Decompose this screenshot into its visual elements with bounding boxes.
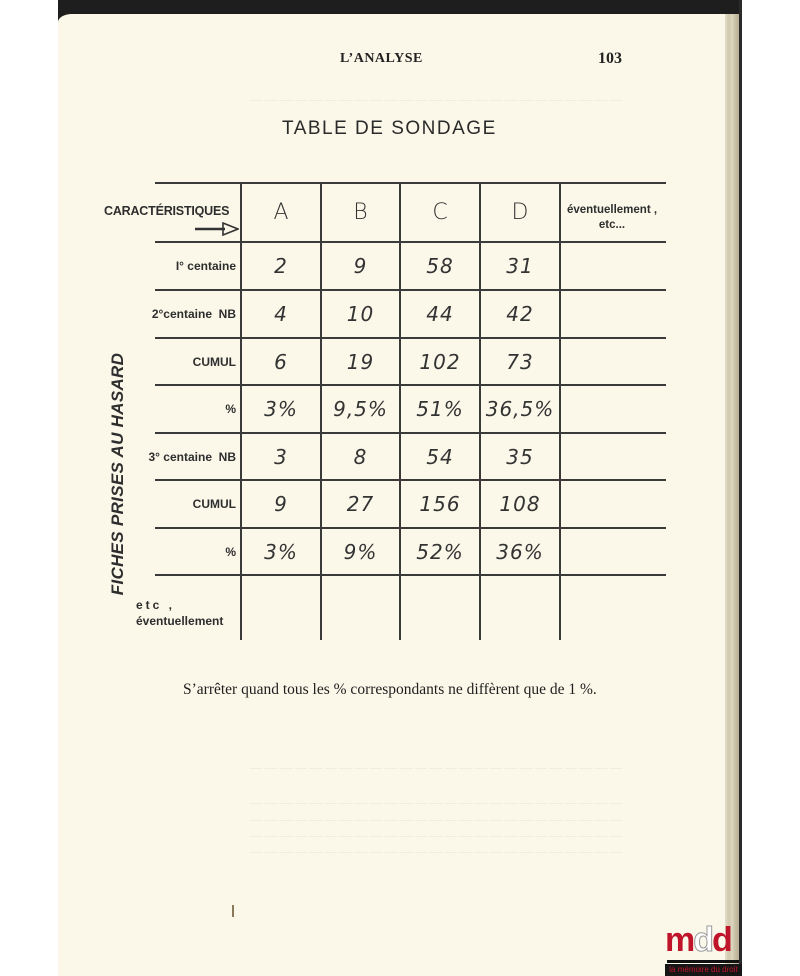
logo-tagline: la mémoire du droit bbox=[665, 964, 742, 976]
column-header-d: D bbox=[511, 200, 529, 225]
table-cell: 54 bbox=[426, 445, 454, 469]
last-row-label-line2: éventuellement bbox=[136, 614, 224, 628]
table-cell: 31 bbox=[506, 254, 534, 278]
row-label: CUMUL bbox=[192, 497, 236, 511]
row-label: % bbox=[225, 545, 236, 559]
column-header-extra-line1: éventuellement , bbox=[566, 204, 658, 216]
table-caption: S’arrêter quand tous les % correspondants ne diffèrent que de 1 %. bbox=[183, 681, 597, 698]
last-row-label bbox=[136, 597, 223, 629]
table-column-rule bbox=[559, 182, 561, 640]
mdd-logo bbox=[665, 922, 742, 976]
side-label: FICHES PRISES AU HASARD bbox=[108, 352, 127, 596]
column-header-c: C bbox=[432, 200, 448, 225]
table-cell: 9,5% bbox=[333, 397, 388, 421]
table-cell: 36% bbox=[496, 540, 544, 564]
table-cell: 8 bbox=[353, 445, 368, 469]
bleed-through-line: — — — — — — — — — — — — — — — — — — — — — — — — — bbox=[250, 828, 622, 842]
arrow-right-icon bbox=[195, 222, 239, 236]
last-row-label-line1: etc , bbox=[136, 598, 176, 612]
row-label: CUMUL bbox=[192, 355, 236, 369]
table-cell: 44 bbox=[426, 302, 454, 326]
table-cell: 9% bbox=[343, 540, 378, 564]
bleed-through-line: — — — — — — — — — — — — — — — — — — — — — — — — — bbox=[250, 812, 622, 826]
bleed-through-line: — — — — — — — — — — — — — — — — — — — — — — — — — bbox=[250, 760, 622, 774]
bleed-through-line: — — — — — — — — — — — — — — — — — — — — — — — — — bbox=[250, 795, 622, 809]
row-label: 3° centaine NB bbox=[148, 450, 236, 464]
row-label: % bbox=[225, 402, 236, 416]
running-head: L’ANALYSE bbox=[340, 51, 423, 66]
table-title: TABLE DE SONDAGE bbox=[282, 118, 497, 139]
table-cell: 58 bbox=[426, 254, 454, 278]
table-cell: 9 bbox=[274, 492, 288, 516]
table-cell: 108 bbox=[499, 492, 541, 516]
column-header-extra bbox=[562, 203, 662, 233]
table-cell: 52% bbox=[416, 540, 464, 564]
table-cell: 36,5% bbox=[485, 397, 555, 421]
column-header-a: A bbox=[273, 200, 289, 225]
table-cell: 19 bbox=[346, 350, 375, 374]
table-cell: 3% bbox=[264, 540, 298, 564]
column-header-extra-line2: etc... bbox=[598, 219, 626, 231]
column-header-b: B bbox=[353, 200, 368, 225]
page-number: 103 bbox=[598, 50, 622, 67]
table-cell: 51% bbox=[416, 397, 464, 421]
table-cell: 4 bbox=[274, 302, 288, 326]
row-label: I° centaine bbox=[175, 259, 236, 273]
table-cell: 6 bbox=[274, 350, 288, 374]
logo-mark: mdd bbox=[665, 921, 731, 959]
bleed-through-line: — — — — — — — — — — — — — — — — — — — — — — — — — bbox=[250, 92, 622, 106]
table-cell: 35 bbox=[506, 445, 534, 469]
table-cell: 102 bbox=[419, 350, 461, 374]
characteristics-label: CARACTÉRISTIQUES bbox=[104, 204, 230, 218]
table-cell: 27 bbox=[346, 492, 375, 516]
table-cell: 73 bbox=[506, 350, 534, 374]
table-cell: 42 bbox=[506, 302, 534, 326]
table-cell: 9 bbox=[353, 254, 368, 278]
row-label: 2°centaine NB bbox=[151, 307, 236, 321]
table-cell: 3% bbox=[264, 397, 298, 421]
bleed-through-line: — — — — — — — — — — — — — — — — — — — — — — — — — bbox=[250, 844, 622, 858]
table-cell: 2 bbox=[274, 254, 288, 278]
table-cell: 156 bbox=[419, 492, 461, 516]
logo-bar bbox=[667, 960, 739, 963]
table-cell: 3 bbox=[274, 445, 288, 469]
table-cell: 10 bbox=[346, 302, 375, 326]
